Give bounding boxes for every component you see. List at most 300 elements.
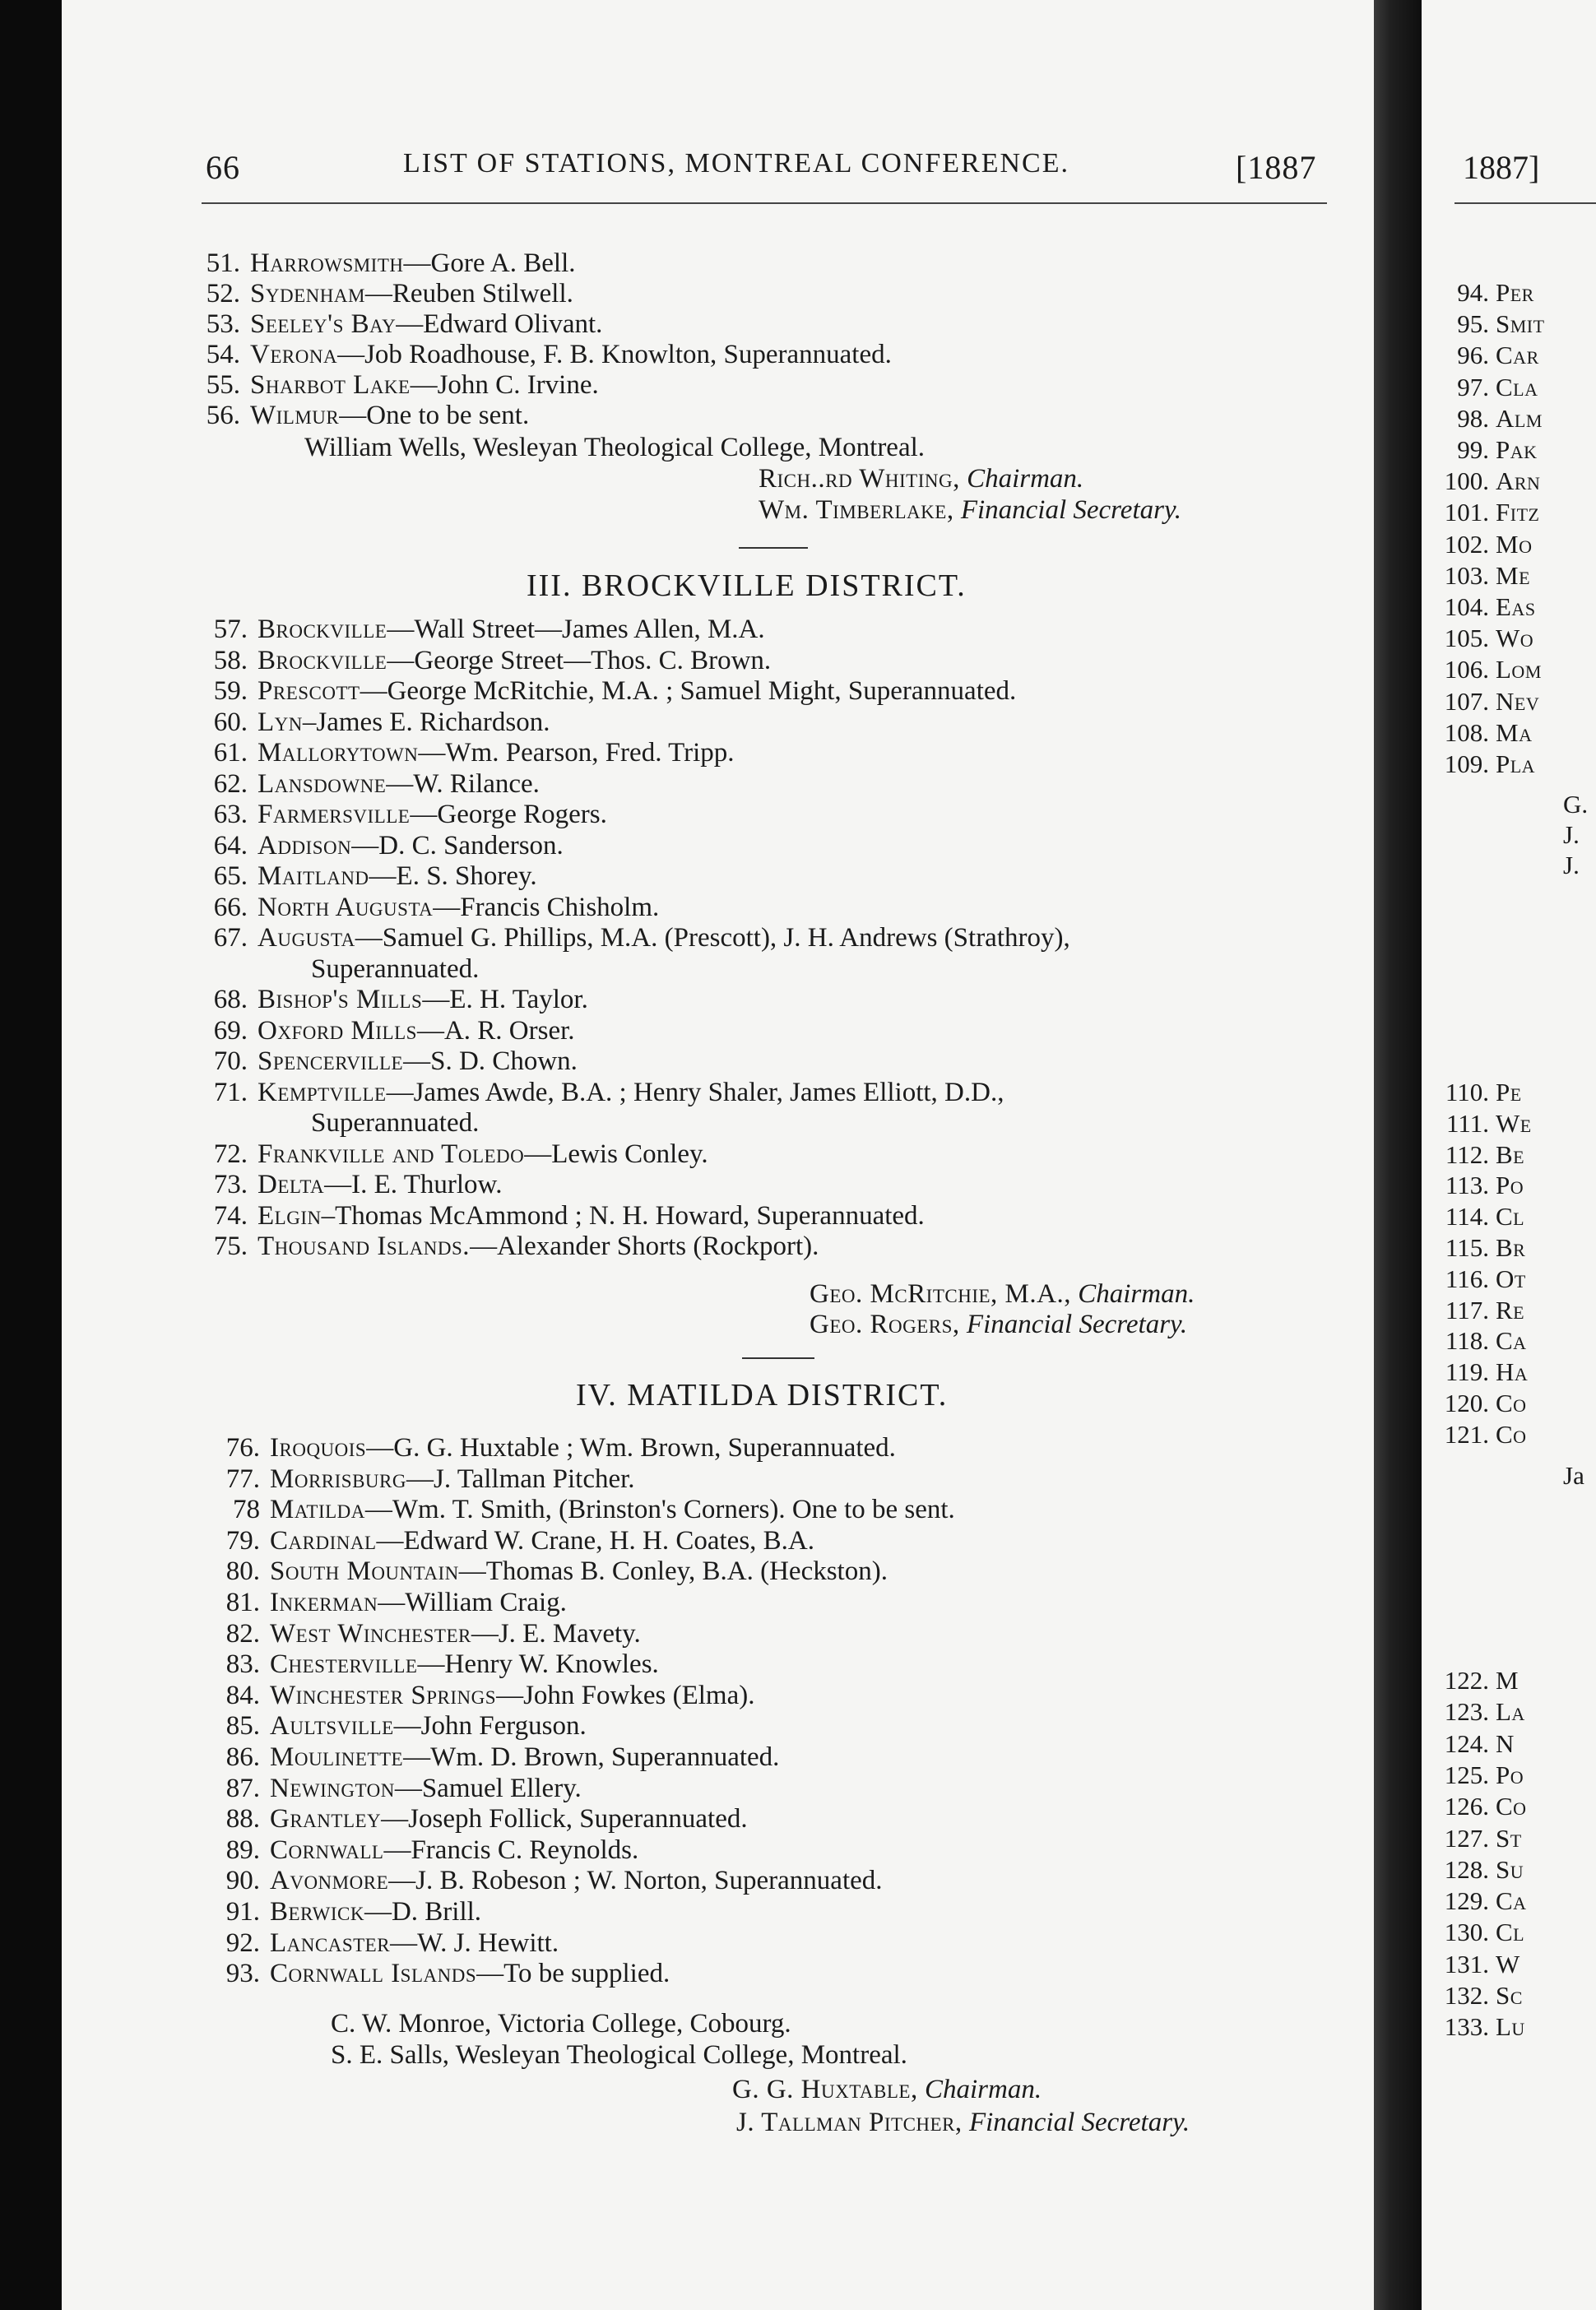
appointment-text: —Wall Street—James Allen, M.A. [387,615,765,644]
appointment-text: —Samuel G. Phillips, M.A. (Prescott), J. H. Andrews (Strathroy), [355,923,1070,953]
station-name-fragment: Fitz [1496,498,1540,527]
right-page-entry [1430,1140,1524,1170]
officer-name: Wm. Timberlake, [759,495,954,525]
station-name: Berwick [270,1897,364,1927]
entry-number: 103. [1444,560,1489,590]
station-entry [193,829,564,862]
station-name-fragment: Wo [1496,624,1534,653]
entry-number: 118. [1445,1326,1489,1356]
station-name-fragment: Arn [1496,466,1541,496]
station-name: Elgin [257,1200,322,1231]
right-page-entry [1430,1792,1527,1821]
entry-number: 70. [213,1046,248,1076]
entry-number: 109. [1444,749,1489,778]
officer-name: J. Tallman Pitcher, [736,2108,963,2137]
station-name: Newington [270,1773,395,1803]
right-page-entry [1430,1760,1524,1790]
officer-role: Chairman. [1078,1279,1195,1309]
entry-number: 104. [1444,592,1489,621]
entry-number: 61. [213,738,248,768]
entry-number: 128. [1444,1854,1489,1884]
station-name-fragment: Nev [1496,686,1540,716]
entry-number: 55. [206,370,240,400]
entry-number: 78 [233,1495,260,1525]
station-name-fragment: Mo [1496,529,1533,559]
entry-number: 66. [213,892,248,922]
entry-number: 77. [225,1463,260,1494]
station-name-fragment: Su [1496,1854,1524,1884]
entry-number: 107. [1444,686,1489,716]
station-name-fragment: Re [1496,1295,1525,1324]
entry-number: 87. [225,1773,260,1803]
station-name-fragment: Lom [1496,655,1542,684]
station-entry [206,1802,748,1835]
station-name: North Augusta [257,892,434,922]
entry-number: 51. [206,248,240,278]
entry-number: 129. [1444,1886,1489,1916]
entry-number: 125. [1444,1760,1489,1789]
right-page-entry [1430,1886,1527,1916]
entry-number: 56. [206,401,240,430]
right-page-entry [1430,435,1538,465]
station-name-fragment: Po [1496,1171,1524,1200]
entry-number: 59. [213,676,248,706]
entry-number: 91. [225,1897,260,1927]
appointment-text: —D. C. Sanderson. [351,830,564,860]
entry-number: 85. [225,1711,260,1742]
right-page [1422,0,1596,2310]
station-entry [193,706,550,739]
right-header-rule [1454,202,1596,204]
right-page-entry [1430,404,1543,434]
station-entry [193,860,537,893]
station-name: Chesterville [270,1649,418,1680]
station-entry [206,1617,641,1650]
station-name: Spencerville [257,1046,404,1076]
station-name: South Mountain [270,1556,459,1587]
entry-number: 105. [1444,624,1489,653]
appointment-text: —A. R. Orser. [416,1015,575,1046]
station-name-fragment: M [1496,1666,1519,1695]
station-name: Thousand Islands. [257,1232,471,1261]
right-page-entry [1430,1202,1524,1232]
appointment-text: —Lewis Conley. [524,1139,708,1169]
right-page-entry [1430,530,1532,559]
right-page-entry [1430,1697,1525,1727]
right-page-entry [1430,687,1539,717]
right-page-entry [1430,749,1535,779]
station-entry [206,1957,670,1990]
entry-number: 84. [225,1680,260,1710]
officer-role: Financial Secretary. [968,2108,1190,2137]
book-binding [1374,0,1422,2310]
page-year: [1887 [1236,149,1317,186]
station-name-fragment: Sc [1496,1981,1523,2010]
appointment-text: —Henry W. Knowles. [417,1649,659,1680]
entry-number: 72. [213,1139,248,1169]
entry-number: 79. [225,1525,260,1556]
station-name-fragment: Me [1496,560,1531,590]
station-entry [206,1431,896,1464]
entry-number: 131. [1444,1949,1489,1978]
station-name-fragment: Cl [1496,1202,1525,1232]
right-page-entry [1430,624,1533,653]
station-name: Sharbot Lake [250,370,411,400]
appointment-text: –Thomas McAmmond ; N. H. Howard, Superannuated. [321,1200,925,1231]
appointment-text: —John Fowkes (Elma). [496,1680,755,1710]
entry-number: 117. [1445,1295,1489,1324]
district-note: S. E. Salls, Wesleyan Theological College, Montreal. [331,2040,907,2070]
appointment-text: —J. Tallman Pitcher. [406,1463,635,1494]
entry-continuation: Superannuated. [311,1108,480,1138]
appointment-text: —Joseph Follick, Superannuated. [381,1804,748,1835]
appointment-text: —William Craig. [378,1588,567,1617]
right-page-entry [1430,1109,1532,1139]
right-page-entry [1430,278,1534,308]
station-name: Bishop's Mills [257,985,423,1014]
right-page-entry [1430,1389,1527,1418]
right-page-fragment: Ja [1563,1461,1584,1490]
station-name: Sydenham [250,279,365,308]
station-entry [186,369,599,401]
right-page-fragment: G. [1563,790,1589,819]
appointment-text: —D. Brill. [364,1897,482,1927]
station-name-fragment: Ca [1496,1326,1527,1356]
station-entry [206,1927,559,1960]
appointment-text: —George Rogers. [410,800,607,829]
station-name-fragment: St [1496,1823,1522,1853]
entry-number: 96. [1457,341,1489,370]
entry-number: 116. [1445,1264,1489,1293]
entry-number: 62. [213,768,248,799]
entry-number: 73. [213,1170,248,1199]
page-number: 66 [206,149,240,186]
officer-name: Rich..rd Whiting, [759,464,960,494]
appointment-text: —I. E. Thurlow. [324,1170,503,1199]
station-entry [206,1741,779,1774]
station-name-fragment: Cl [1496,1918,1525,1947]
station-entry [186,247,576,280]
station-name-fragment: Be [1496,1139,1525,1169]
station-entry [206,1586,567,1619]
appointment-text: —J. E. Mavety. [471,1618,641,1649]
station-name: Winchester Springs [270,1680,497,1710]
entry-number: 122. [1444,1666,1489,1695]
right-page-entry [1430,309,1545,339]
station-name-fragment: Br [1496,1233,1526,1262]
entry-number: 83. [225,1649,260,1680]
station-name: Cornwall Islands [270,1959,477,1989]
station-name-fragment: Pe [1496,1078,1522,1106]
entry-number: 119. [1445,1357,1489,1387]
station-entry [206,1864,883,1897]
station-name: Kemptville [257,1077,387,1107]
chairman-signature [810,1278,1195,1310]
appointment-text: —E. S. Shorey. [369,861,537,891]
appointment-text: —Samuel Ellery. [394,1773,582,1803]
right-page-entry [1430,718,1532,748]
entry-number: 58. [213,645,248,675]
station-name-fragment: Alm [1496,403,1543,433]
entry-number: 89. [225,1835,260,1865]
entry-number: 68. [213,985,248,1014]
station-name: Verona [250,340,338,369]
station-name-fragment: Pla [1496,749,1536,778]
appointment-text: —To be supplied. [476,1959,670,1989]
station-entry [206,1679,754,1712]
station-name: Delta [257,1170,325,1199]
entry-number: 53. [206,309,240,339]
right-page-entry [1430,1171,1524,1200]
station-entry [193,613,765,646]
appointment-text: —Alexander Shorts (Rockport). [470,1232,819,1261]
appointment-text: —Wm. T. Smith, (Brinston's Corners). One to be sent. [364,1495,955,1525]
entry-number: 67. [213,923,248,953]
entry-number: 65. [213,861,248,891]
station-name-fragment: Per [1496,278,1534,307]
right-page-entry [1430,1078,1522,1107]
station-name-fragment: Co [1496,1419,1527,1449]
entry-number: 133. [1444,2012,1489,2042]
appointment-text: —One to be sent. [339,401,530,430]
section-divider [742,1357,814,1359]
entry-number: 127. [1444,1823,1489,1853]
entry-number: 54. [206,340,240,369]
secretary-signature [736,2106,1190,2139]
station-entry [193,675,1016,707]
station-name-fragment: Smit [1496,309,1545,339]
officer-name: Geo. Rogers, [810,1310,960,1339]
station-name: Grantley [270,1804,382,1835]
chairman-signature [732,2073,1042,2106]
entry-number: 101. [1444,498,1489,527]
right-page-fragment: J. [1563,820,1580,849]
appointment-text: —Gore A. Bell. [403,248,576,278]
entry-number: 74. [213,1200,248,1231]
station-name: Maitland [257,861,369,891]
officer-role: Financial Secretary. [966,1310,1188,1339]
station-entry [186,338,892,371]
station-entry [186,308,602,341]
appointment-text: —Edward Olivant. [396,309,603,339]
station-name-fragment: Co [1496,1792,1527,1821]
station-entry [206,1648,659,1681]
station-name: Aultsville [270,1711,394,1742]
right-page-entry [1430,1233,1525,1263]
station-entry [206,1709,587,1742]
station-name: Augusta [257,923,355,953]
right-page-fragment: J. [1563,851,1580,879]
entry-number: 76. [225,1433,260,1463]
appointment-text: —George Street—Thos. C. Brown. [387,645,772,675]
station-name: Cornwall [270,1835,384,1865]
entry-number: 52. [206,279,240,308]
officer-role: Chairman. [967,464,1084,494]
station-name: Seeley's Bay [250,309,397,339]
station-name-fragment: Po [1496,1760,1524,1789]
entry-number: 95. [1457,309,1489,339]
station-name-fragment: Pak [1496,435,1538,464]
station-name: Morrisburg [270,1463,406,1494]
district-note: William Wells, Wesleyan Theological College, Montreal. [304,433,926,462]
entry-number: 115. [1445,1233,1489,1262]
appointment-text: —Edward W. Crane, H. H. Coates, B.A. [376,1525,815,1556]
station-name: Frankville and Toledo [257,1139,525,1169]
station-name: Avonmore [270,1866,389,1896]
station-name: Lancaster [270,1927,391,1958]
station-name-fragment: W [1496,1949,1520,1978]
station-name-fragment: Ot [1496,1264,1526,1293]
station-entry [193,1076,1004,1109]
right-page-year: 1887] [1463,149,1540,186]
entry-number: 57. [213,615,248,644]
entry-number: 64. [213,830,248,860]
appointment-text: —Reuben Stilwell. [364,279,573,308]
entry-number: 111. [1446,1108,1489,1138]
entry-number: 113. [1445,1171,1489,1200]
section-divider [739,547,808,549]
entry-number: 80. [225,1556,260,1587]
right-page-entry [1430,1918,1524,1947]
entry-number: 130. [1444,1918,1489,1947]
station-entry [193,1014,575,1047]
entry-number: 100. [1444,466,1489,496]
entry-number: 114. [1445,1202,1489,1232]
station-name-fragment: Cla [1496,372,1538,401]
appointment-text: —George McRitchie, M.A. ; Samuel Might, Superannuated. [360,676,1017,706]
station-entry [193,921,1070,954]
station-name: Iroquois [270,1433,367,1463]
right-page-entry [1430,1666,1519,1695]
appointment-text: —Wm. Pearson, Fred. Tripp. [418,738,735,768]
station-name: Moulinette [270,1742,404,1772]
station-name: Mallorytown [257,738,419,768]
right-page-entry [1430,1296,1524,1325]
officer-role: Financial Secretary. [960,495,1182,525]
station-name-fragment: Car [1496,341,1539,370]
entry-number: 132. [1444,1981,1489,2010]
appointment-text: —Job Roadhouse, F. B. Knowlton, Superannuated. [337,340,892,369]
station-name-fragment: Eas [1496,592,1536,621]
right-page-entry [1430,655,1542,684]
entry-number: 71. [213,1077,248,1107]
entry-number: 102. [1444,529,1489,559]
right-page-entry [1430,1357,1528,1387]
appointment-text: —G. G. Huxtable ; Wm. Brown, Superannuated. [366,1433,896,1463]
entry-number: 123. [1444,1697,1489,1727]
entry-number: 60. [213,707,248,737]
station-name-fragment: La [1496,1697,1525,1727]
entry-number: 94. [1457,278,1489,307]
station-name: Brockville [257,645,387,675]
station-name: Addison [257,830,352,860]
station-name: Lyn [257,707,303,737]
entry-number: 110. [1445,1078,1489,1106]
appointment-text: —John C. Irvine. [410,370,599,400]
right-page-entry [1430,1855,1524,1885]
entry-number: 75. [213,1232,248,1261]
station-entry [193,644,771,677]
station-entry [186,399,529,432]
appointment-text: –James E. Richardson. [302,707,550,737]
appointment-text: —S. D. Chown. [403,1046,578,1076]
secretary-signature [810,1308,1187,1341]
station-name-fragment: We [1496,1108,1532,1138]
right-page-entry [1430,1420,1527,1450]
station-name: Inkerman [270,1588,378,1617]
right-page-entry [1430,1326,1527,1356]
station-entry [193,1045,578,1078]
officer-role: Chairman. [924,2075,1042,2104]
entry-number: 69. [213,1015,248,1046]
officer-name: G. G. Huxtable, [732,2075,918,2104]
right-page-entry [1430,1981,1523,2011]
station-name: Oxford Mills [257,1015,417,1046]
entry-number: 92. [225,1927,260,1958]
station-entry [193,768,540,800]
station-name: Matilda [270,1495,365,1525]
right-page-entry [1430,1824,1522,1853]
entry-number: 106. [1444,655,1489,684]
appointment-text: —John Ferguson. [393,1711,587,1742]
appointment-text: —J. B. Robeson ; W. Norton, Superannuated. [388,1866,883,1896]
right-page-entry [1430,2012,1525,2042]
station-name: Lansdowne [257,768,387,799]
station-entry [206,1493,955,1526]
station-entry [206,1895,481,1928]
station-name: West Winchester [270,1618,471,1649]
header-rule [202,202,1327,204]
station-name: Harrowsmith [250,248,404,278]
appointment-text: —W. Rilance. [386,768,540,799]
district-note: C. W. Monroe, Victoria College, Cobourg. [331,2009,791,2039]
appointment-text: —E. H. Taylor. [422,985,588,1014]
entry-number: 93. [225,1959,260,1989]
station-entry [206,1834,638,1867]
station-entry [206,1524,814,1557]
district-heading: III. BROCKVILLE DISTRICT. [527,568,967,603]
right-page-entry [1430,498,1539,527]
right-page-entry [1430,341,1539,370]
entry-number: 90. [225,1866,260,1896]
appointment-text: —James Awde, B.A. ; Henry Shaler, James Elliott, D.D., [386,1077,1004,1107]
appointment-text: —W. J. Hewitt. [390,1927,559,1958]
station-name-fragment: Ca [1496,1886,1527,1916]
station-name: Prescott [257,676,360,706]
appointment-text: —Francis C. Reynolds. [383,1835,639,1865]
entry-number: 63. [213,800,248,829]
secretary-signature [759,494,1181,526]
station-name-fragment: Ma [1496,717,1533,747]
right-page-entry [1430,1950,1520,1979]
station-entry [193,1138,708,1171]
entry-number: 120. [1444,1389,1489,1417]
entry-number: 112. [1445,1139,1489,1169]
station-name: Brockville [257,615,387,644]
entry-number: 124. [1444,1728,1489,1758]
station-entry [206,1772,582,1805]
station-entry [193,798,607,831]
entry-number: 108. [1444,717,1489,747]
entry-number: 88. [225,1804,260,1835]
entry-number: 82. [225,1618,260,1649]
entry-number: 98. [1457,403,1489,433]
entry-number: 121. [1444,1419,1489,1449]
right-page-entry [1430,1729,1515,1759]
station-entry [193,1230,819,1263]
entry-number: 97. [1457,372,1489,401]
appointment-text: —Wm. D. Brown, Superannuated. [403,1742,780,1772]
